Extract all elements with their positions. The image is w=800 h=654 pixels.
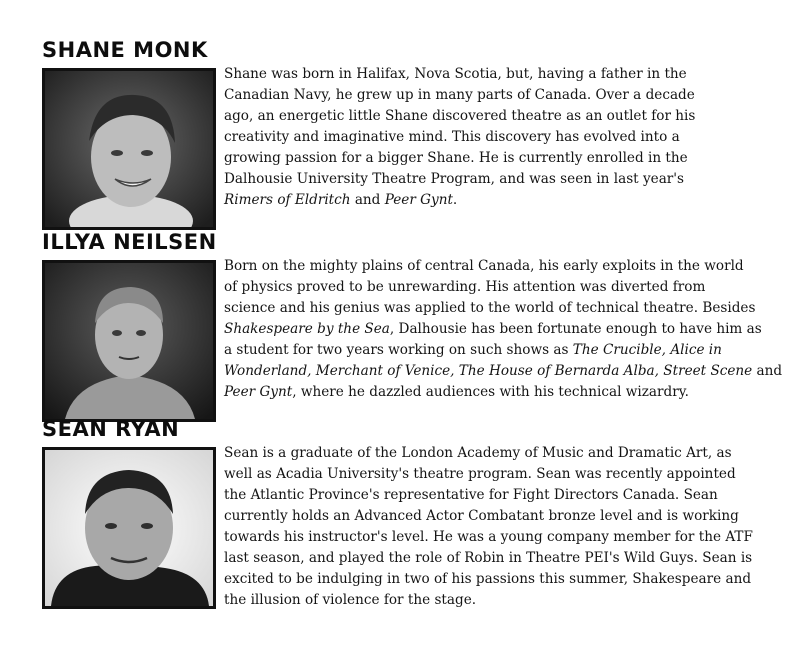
bio-line: Shane was born in Halifax, Nova Scotia, but, having a father in the bbox=[224, 66, 687, 82]
bio-line: creativity and imaginative mind. This discovery has evolved into a bbox=[224, 129, 680, 145]
headshot-image bbox=[45, 450, 213, 606]
bio-line: Born on the mighty plains of central Canada, his early exploits in the world bbox=[224, 258, 744, 274]
show-title: Wonderland, Merchant of Venice, The House of Bernarda Alba, Street Scene bbox=[224, 363, 753, 379]
bio-line: the illusion of violence for the stage. bbox=[224, 592, 477, 608]
bio-line: excited to be indulging in two of his passions this summer, Shakespeare and bbox=[224, 571, 752, 587]
bio-line: currently holds an Advanced Actor Combatant bronze level and is working bbox=[224, 508, 739, 524]
bio-line: Dalhousie University Theatre Program, and was seen in last year's bbox=[224, 171, 685, 187]
headshot-photo bbox=[42, 68, 216, 230]
show-title: Peer Gynt bbox=[384, 192, 453, 208]
bio-name: SHANE MONK bbox=[42, 38, 208, 62]
bio-line: Rimers of Eldritch and Peer Gynt. bbox=[224, 192, 458, 208]
bio-line: last season, and played the role of Robin in Theatre PEI's Wild Guys. Sean is bbox=[224, 550, 753, 566]
bio-line: Sean is a graduate of the London Academy of Music and Dramatic Art, as bbox=[224, 445, 732, 461]
show-title: Shakespeare by the Sea bbox=[224, 321, 390, 337]
bio-text bbox=[224, 256, 784, 403]
bio-line: ago, an energetic little Shane discovered theatre as an outlet for his bbox=[224, 108, 696, 124]
show-title: Peer Gynt bbox=[224, 384, 293, 400]
bio-name: ILLYA NEILSEN bbox=[42, 230, 217, 254]
bio-text bbox=[224, 64, 784, 211]
headshot-image bbox=[45, 71, 213, 227]
bio-text bbox=[224, 443, 784, 611]
show-title: Rimers of Eldritch bbox=[224, 192, 351, 208]
show-title: The Crucible, Alice in bbox=[572, 342, 722, 358]
bio-line: the Atlantic Province's representative for Fight Directors Canada. Sean bbox=[224, 487, 718, 503]
bio-line: well as Acadia University's theatre program. Sean was recently appointed bbox=[224, 466, 736, 482]
bio-name: SEAN RYAN bbox=[42, 417, 180, 441]
bio-line: Shakespeare by the Sea, Dalhousie has been fortunate enough to have him as bbox=[224, 321, 762, 337]
headshot-photo bbox=[42, 447, 216, 609]
bio-line: towards his instructor's level. He was a young company member for the ATF bbox=[224, 529, 753, 545]
bio-line: science and his genius was applied to the world of technical theatre. Besides bbox=[224, 300, 756, 316]
bio-line: Wonderland, Merchant of Venice, The House of Bernarda Alba, Street Scene and bbox=[224, 363, 783, 379]
bio-line: Canadian Navy, he grew up in many parts of Canada. Over a decade bbox=[224, 87, 695, 103]
headshot-image bbox=[45, 263, 213, 419]
headshot-photo bbox=[42, 260, 216, 422]
bio-line: Peer Gynt, where he dazzled audiences with his technical wizardry. bbox=[224, 384, 689, 400]
bio-line: a student for two years working on such shows as The Crucible, Alice in bbox=[224, 342, 722, 358]
bio-line: of physics proved to be unrewarding. His attention was diverted from bbox=[224, 279, 706, 295]
bio-line: growing passion for a bigger Shane. He is currently enrolled in the bbox=[224, 150, 688, 166]
